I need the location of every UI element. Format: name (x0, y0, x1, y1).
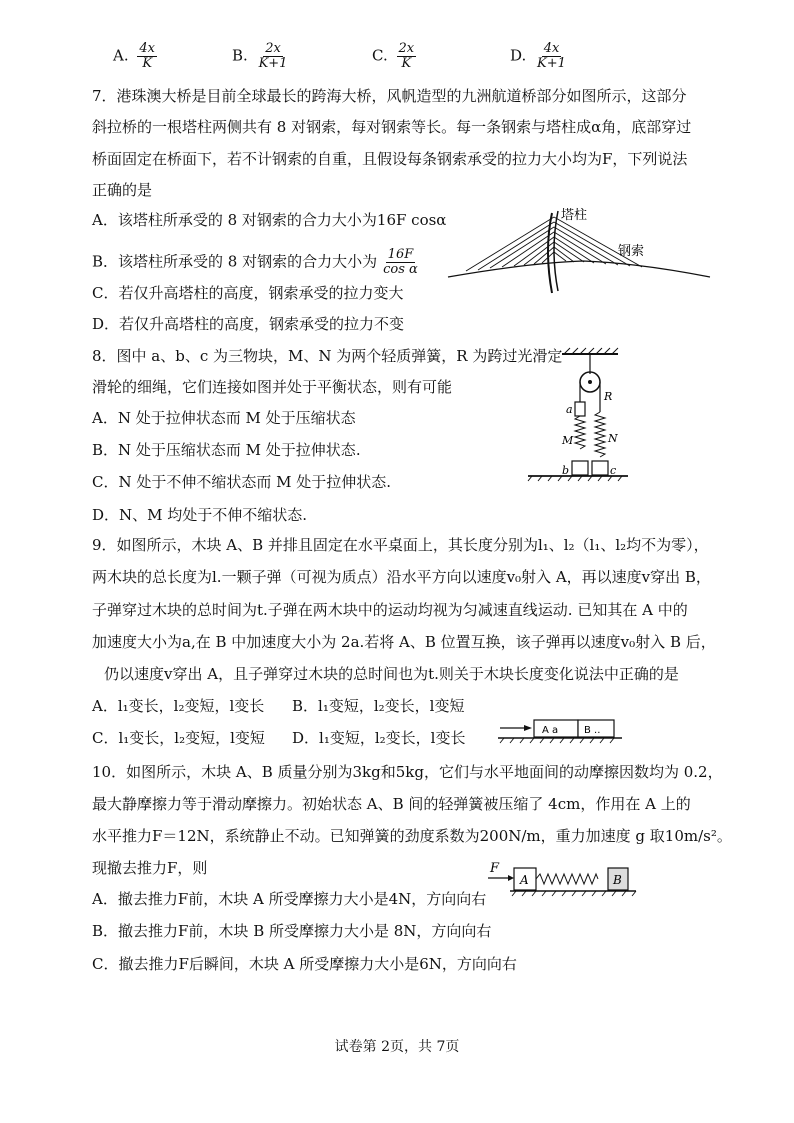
q9-option-b: B．l₁变短，l₂变长，l变短 (292, 697, 465, 715)
label-a: a (566, 403, 573, 416)
q6-option-c: C. $\frac{2x}{K}$ (372, 41, 415, 71)
q10-option-a: A．撤去推力F前，木块 A 所受摩擦力大小是4N，方向向右 (92, 890, 487, 908)
q6-option-b: B. $\frac{2x}{K+1}$ (232, 41, 288, 71)
q7-stem-line-2: 斜拉桥的一根塔柱两侧共有 8 对钢索，每对钢索等长。每一条钢索与塔柱成α角，底部穿过 (92, 118, 692, 136)
label-R: R (604, 390, 613, 403)
q8-stem-line-1: 8．图中 a、b、c 为三物块，M、N 为两个轻质弹簧，R 为跨过光滑定 (92, 347, 563, 365)
q10-stem-line-1: 10．如图所示，木块 A、B 质量分别为3kg和5kg，它们与水平地面间的动摩擦因数均为 0.2， (92, 763, 723, 781)
q6-option-a: A. $\frac{4x}{K}$ (113, 41, 155, 71)
q7-option-c: C．若仅升高塔柱的高度，钢索承受的拉力变大 (92, 284, 404, 302)
q9-option-c: C．l₁变长，l₂变短，l变短 (92, 729, 265, 747)
q10-stem-line-4: 现撤去推力F，则 (92, 859, 208, 877)
q9-option-d: D．l₁变短，l₂变长，l变长 (292, 729, 466, 747)
q7-option-b: B．该塔柱所承受的 8 对钢索的合力大小为 $\frac{16F}{\text{cos α}}$ (92, 247, 418, 277)
q9-stem-line-2: 两木块的总长度为l.一颗子弹（可视为质点）沿水平方向以速度v₀射入 A，再以速度v穿出 B， (92, 568, 711, 586)
q7-stem-line-3: 桥面固定在桥面下，若不计钢索的自重，且假设每条钢索承受的拉力大小均为F，下列说法 (92, 150, 688, 168)
label-b: b (562, 464, 570, 477)
cable-label: 钢索 (618, 244, 645, 259)
bridge-figure (448, 205, 718, 295)
block-b-label: B .. (584, 725, 601, 736)
label-M: M (562, 434, 574, 447)
q8-stem-line-2: 滑轮的细绳，它们连接如图并处于平衡状态，则有可能 (92, 378, 453, 396)
q8-option-a: A．N 处于拉伸状态而 M 处于压缩状态 (92, 409, 356, 427)
q9-stem-line-3: 子弹穿过木块的总时间为t.子弹在两木块中的运动均视为匀减速直线运动. 已知其在 A 中的 (92, 601, 688, 619)
block-a-label: A a (542, 725, 559, 736)
bullet-blocks-figure (498, 714, 622, 744)
block-a-label: A (520, 873, 529, 887)
q9-stem-line-1: 9．如图所示，木块 A、B 并排且固定在水平桌面上，其长度分别为l₁、l₂（l₁、l₂均不为零）， (92, 536, 709, 554)
spring-blocks-figure (486, 858, 638, 900)
pulley-spring-figure (528, 350, 628, 490)
label-c: c (610, 464, 617, 477)
q8-option-c: C．N 处于不伸不缩状态而 M 处于拉伸状态. (92, 473, 392, 491)
tower-label: 塔柱 (561, 208, 588, 223)
q10-option-c: C．撤去推力F后瞬间，木块 A 所受摩擦力大小是6N，方向向右 (92, 955, 517, 973)
label-N: N (608, 432, 618, 445)
force-label: F (490, 861, 500, 876)
q8-option-b: B．N 处于压缩状态而 M 处于拉伸状态. (92, 441, 361, 459)
q7-stem-line-1: 7．港珠澳大桥是目前全球最长的跨海大桥，风帆造型的九洲航道桥部分如图所示，这部分 (92, 87, 687, 105)
q7-option-d: D．若仅升高塔柱的高度，钢索承受的拉力不变 (92, 315, 405, 333)
q10-stem-line-3: 水平推力F＝12N，系统静止不动。已知弹簧的劲度系数为200N/m，重力加速度 g 取10m/s²。 (92, 827, 732, 845)
q7-stem-line-4: 正确的是 (92, 181, 153, 199)
q9-stem-line-4: 加速度大小为a,在 B 中加速度大小为 2a.若将 A、B 位置互换，该子弹再以速度v₀射入 B 后， (92, 633, 716, 651)
q6-option-d: D. $\frac{4x}{K+1}$ (510, 41, 566, 71)
q9-option-a: A．l₁变长，l₂变短，l变长 (92, 697, 265, 715)
block-b-label: B (613, 873, 622, 887)
q10-stem-line-2: 最大静摩擦力等于滑动摩擦力。初始状态 A、B 间的轻弹簧被压缩了 4cm，作用在 A 上的 (92, 795, 691, 813)
q8-option-d: D．N、M 均处于不伸不缩状态. (92, 506, 308, 524)
q10-option-b: B．撤去推力F前，木块 B 所受摩擦力大小是 8N，方向向右 (92, 922, 492, 940)
q9-stem-line-5: 仍以速度v穿出 A，且子弹穿过木块的总时间也为t.则关于木块长度变化说法中正确的是 (104, 665, 679, 683)
q7-option-a: A．该塔柱所承受的 8 对钢索的合力大小为16F cosα (92, 211, 447, 229)
page-footer: 试卷第 2页，共 7页 (334, 1039, 460, 1055)
